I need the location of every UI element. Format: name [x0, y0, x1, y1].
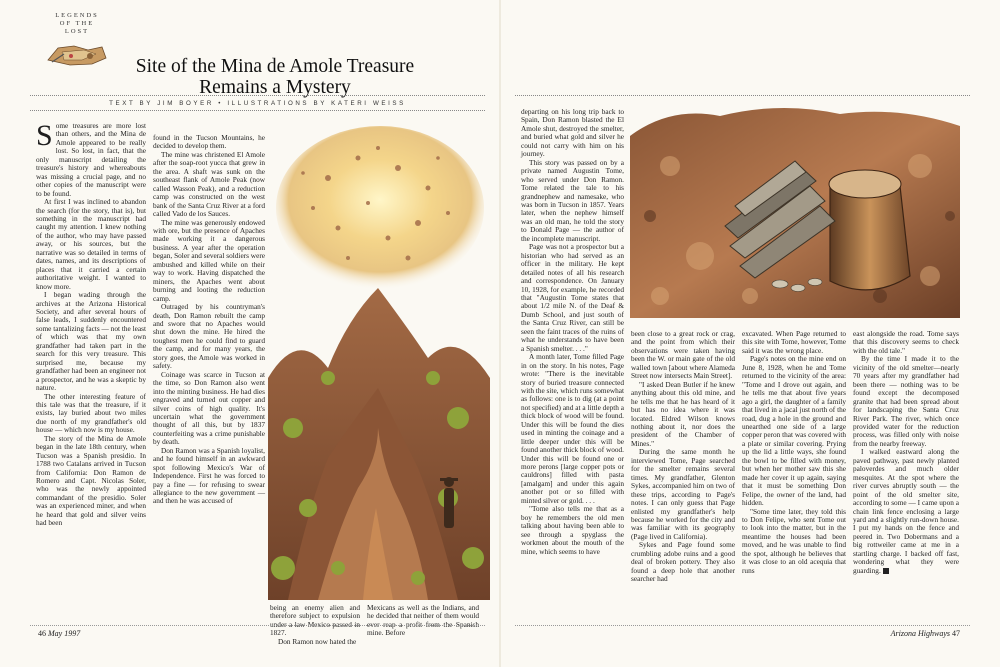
paragraph: Some treasures are more lost than others, and the Mina de Amole appeared to be really lost. So lost, in fact, that the only manuscript detailing the treasure's history and whereabouts was missing a crucial page, and no other copies of the manuscript were to be found. — [36, 119, 146, 198]
text-column-8 — [853, 330, 959, 638]
byline: TEXT BY JIM BOYER • ILLUSTRATIONS BY KATERI WEISS — [109, 100, 406, 107]
text-column-2 — [153, 134, 265, 638]
paragraph: The mine was christened El Amole after the soap-root yucca that grew in the area. A shaft was sunk on the southeast flank of Amole Peak (now called Wasson Peak), and a reduction camp was constructed on the west bank of the Santa Cruz River at a ford called Vado de los Sauces. — [153, 149, 265, 219]
paragraph: The story of the Mina de Amole began in the late 18th century, when Tucson was a Spanish presidio. In 1788 two Catalans arrived in Tucson from California: Don Ramon de Romero and Capt. Nicolas Soler, who was the newly appointed commandant of the presidio. Soler was an experienced miner, and when he heard that gold and silver veins had been — [36, 433, 146, 528]
divider-byline — [30, 110, 485, 111]
paragraph: During the same month he interviewed Tome, Page searched for the smelter remains several times. My grandfather, Glenton Sykes, accompanied him on two of these trips, according to Page's notes. I can only guess that Page enlisted my grandfather's help because he worked for the city and was familiar with its geography (Page lived in California). — [631, 447, 735, 541]
folio-left — [38, 629, 80, 638]
text-column-1 — [36, 119, 146, 640]
paragraph: east alongside the road. Tome says that this discovery seems to check with the old tale." — [853, 329, 959, 355]
paragraph: The other interesting feature of this tale was that the treasure, if it exists, lay buried about two miles due north of my grandfather's old house — which now is my house. — [36, 391, 146, 435]
text-column-7 — [742, 330, 846, 638]
legends-of-the-lost-logo — [44, 12, 110, 73]
issue-date: May 1997 — [48, 629, 81, 638]
folio-right — [891, 629, 960, 638]
paragraph: Don Ramon now hated the — [278, 636, 357, 646]
text-column-5 — [521, 107, 624, 556]
paragraph: Page was not a prospector but a historian who had served as an officer in the military. He kept detailed notes of all his research and correspondence. On January 10, 1928, for example, he recorded that "Augustin Tome states that about 1/2 mile N. of the Deaf & Dumb School, and just south of the Santa Cruz River, can still be seen the faint traces of the ruins of what he understands to have been a Spanish smelter. . . ." — [521, 242, 624, 353]
end-of-story-icon — [883, 568, 889, 574]
text-column-4 — [367, 604, 479, 638]
logo-line-3: LOST — [64, 28, 90, 35]
paragraph: This story was passed on by a private named Augustin Tome, who served under Don Ramon. Tome related the tale to his grandnephew and namesake, who was born in Tucson in 1857. Years later, when the nephew himself was an old man, he told the story to Donald Page — the author of the incomplete manuscript. — [521, 157, 624, 243]
paragraph: I walked eastward along the paved pathway, past newly planted paloverdes and much older mesquites. At the spot where the river curves abruptly south — the point of the old smelter site, according to some — I came upon a chain link fence enclosing a large yard and a slightly run-down house. I put my hands on the fence and peered in. Two Dobermans and a big rottweiler came at me in a startling charge. I backed off fast, wondering what they were guarding. — [853, 447, 959, 575]
title-line-2: Remains a Mystery — [199, 77, 351, 98]
paragraph: By the time I made it to the vicinity of the old smelter—nearly 70 years after my grandfather had been there — nothing was to be found except the decomposed granite that had been spread about for landscaping the Santa Cruz River Park. The river, which once provided water for the reduction process, was filled only with noise from the nearby freeway. — [853, 354, 959, 448]
paragraph: At first I was inclined to abandon the search (for the story, that is), but something in the manuscript had caught my attention. I knew nothing of the author, who may have passed away, or his sources, but the narrative was so detailed in terms of dates, names, and its descriptions of places that it carried a certain authoritative weight. I wanted to know more. — [36, 197, 146, 291]
paragraph: been close to a great rock or crag, and the point from which their observations were taken having been the W. or main gate of the old walled town [about where Alameda Street now intersects Main Street]. — [631, 329, 735, 381]
divider-bottom-left — [30, 625, 485, 626]
page-number: 47 — [952, 629, 960, 638]
treasure-map-icon — [44, 38, 110, 68]
paragraph: Outraged by his countryman's death, Don Ramon rebuilt the camp and swore that no Apaches would shut down the mine. He hired the toughest men he could find to guard the camp, and for many years, the story goes, the Amole was worked in safety. — [153, 302, 265, 371]
paragraph: "Some time later, they told this to Don Felipe, who sent Tome out to look into the matter, but in the meantime the houses had been moved, and he was unable to find the spot, although he believes that it was close to an old acequia that runs — [742, 506, 846, 575]
paragraph: being an enemy alien and therefore subject to expulsion under a law Mexico passed in 1827. — [270, 603, 360, 638]
article-title — [120, 56, 430, 98]
paragraph: Coinage was scarce in Tucson at the time, so Don Ramon also went into the minting business. He had dies engraved and turned out copper and silver coins of high quality. It's uncertain what the government thought of all this, but by 1837 counterfeiting was a crime punishable by death. — [153, 369, 265, 447]
title-line-1: Site of the Mina de Amole Treasure — [135, 56, 415, 77]
divider-bottom-right — [515, 625, 970, 626]
paragraph: I began wading through the archives at the Arizona Historical Society, and after several hours of false leads, I suddenly encountered some tantalizing facts — not the least of which was that my own grandfather had taken part in the search for this very treasure. This surprised me, because my grandfather had been an engineer not a prospector, and he was a skeptic by nature. — [36, 290, 146, 393]
paragraph: "I asked Dean Butler if he knew anything about this old mine, and he tells me that he has heard of it but has no idea where it was located. Eldred Wilson knows nothing about it, nor does the president of the Chamber of Mines." — [631, 379, 735, 448]
paragraph: Sykes and Page found some crumbling adobe ruins and a good deal of broken pottery. They also found a deep hole that another searcher had — [631, 540, 735, 584]
divider-top-left — [30, 95, 485, 96]
paragraph: The mine was generously endowed with ore, but the presence of Apaches made working it a dangerous business. A year after the operation began, Soler and several soldiers were ambushed and killed while on their way to work. Having dispatched the miners, the Apaches went about burning and looting the reduction camp. — [153, 217, 265, 303]
logo-line-2: OF THE — [59, 20, 95, 27]
paragraph: Don Ramon was a Spanish loyalist, and he found himself in an awkward spot following Mexico's War of Independence. First he was forced to pay a fine — for refusing to swear allegiance to the new government — and then he was accused of — [153, 445, 265, 506]
logo-line-1: LEGENDS — [55, 12, 99, 19]
text-column-3 — [270, 603, 360, 646]
paragraph: A month later, Tome filled Page in on the story. In his notes, Page wrote: "There is the inevitable story of buried treasure connected with the site, which runs somewhat as follows: one is to dig (at a point not specified) and at a little depth a thick block of wood will be found. Under this will be found the dies used in minting the coinage and a little deeper under this will be found another thick block of wood. Under this will be found one or more perons [large copper pots or cauldrons] filled with pasta [amalgam] and under this again another pot or so filled with minted silver or gold. . . . — [521, 352, 624, 505]
divider-top-right — [515, 95, 970, 96]
page-gutter — [499, 0, 501, 667]
buried-cauldron-and-coins-illustration — [630, 106, 960, 318]
page-number: 46 — [38, 629, 46, 638]
paragraph: departing on his long trip back to Spain, Don Ramon blasted the El Amole shut, destroyed the smelter, and buried what gold and silver he could not carry with him on his journey. — [521, 107, 624, 159]
text-column-6 — [631, 330, 735, 638]
drop-cap: S — [36, 119, 53, 152]
paragraph: Mexicans as well as the Indians, and he decided that neither of them would ever reap a profit from the Spanish mine. Before — [367, 603, 479, 638]
desert-mountain-explosion-illustration — [268, 128, 490, 600]
paragraph: "Tome also tells me that as a boy he remembers the old men talking about having been able to see through a spyglass the workmen about the mouth of the mine, which seems to have — [521, 504, 624, 556]
paragraph: found in the Tucson Mountains, he decided to develop them. — [153, 133, 265, 151]
paragraph: excavated. When Page returned to this site with Tome, however, Tome said it was the wrong place. — [742, 329, 847, 355]
paragraph: Page's notes on the mine end on June 8, 1928, when he and Tome returned to the vicinity of the area: "Tome and I drove out again, and he tells me that about five years ago a girl, the daughter of a family that lived in a jacal just north of the road, dug a hole in the ground and unearthed one side of a large copper peron that was covered with a plate or similar covering. Prying up the lid a little ways, she found the bowl to be filled with money, but when her mother saw this she made her cover it up again, saying that it must be something Don Felipe, the owner of the land, had hidden. — [742, 354, 846, 508]
magazine-name: Arizona Highways — [890, 629, 950, 638]
